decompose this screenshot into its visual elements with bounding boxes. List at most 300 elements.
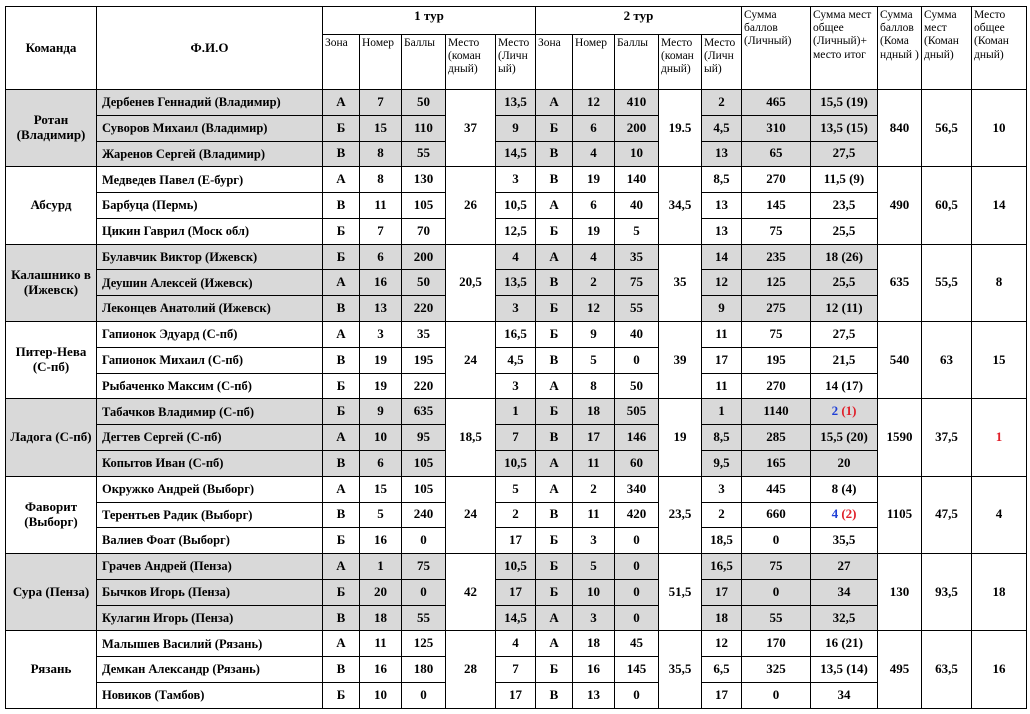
t2-points: 146 <box>615 425 659 451</box>
sum-places-team: 56,5 <box>922 90 972 167</box>
t1-points: 105 <box>402 193 446 219</box>
t2-zone: Б <box>536 322 573 348</box>
t1-points: 200 <box>402 244 446 270</box>
sum-points-personal: 145 <box>742 193 811 219</box>
sum-places-total: 13,5 (14) <box>811 657 878 683</box>
table-row <box>6 682 1027 708</box>
t1-zone: А <box>323 270 360 296</box>
t1-points: 130 <box>402 167 446 193</box>
t1-personal-place: 2 <box>496 502 536 528</box>
header-tour-1: 1 тур <box>323 7 536 35</box>
sum-places-team: 63,5 <box>922 631 972 709</box>
table-row <box>6 141 1027 167</box>
sum-points-team: 840 <box>878 90 922 167</box>
t2-number: 19 <box>573 218 615 244</box>
t2-number: 11 <box>573 450 615 476</box>
t2-zone: А <box>536 476 573 502</box>
t2-points: 0 <box>615 528 659 554</box>
place-overall: 8 <box>972 244 1027 321</box>
t1-zone: В <box>323 605 360 631</box>
player-name: Валиев Фоат (Выборг) <box>97 528 323 554</box>
sum-places-total: 18 (26) <box>811 244 878 270</box>
t1-number: 8 <box>360 141 402 167</box>
t1-number: 7 <box>360 218 402 244</box>
sum-places-total <box>811 502 878 528</box>
sum-points-personal: 270 <box>742 373 811 399</box>
t1-number: 16 <box>360 270 402 296</box>
t1-number: 7 <box>360 90 402 116</box>
table-row <box>6 605 1027 631</box>
t1-points: 105 <box>402 450 446 476</box>
table-row <box>6 579 1027 605</box>
t2-zone: В <box>536 270 573 296</box>
sum-points-personal: 195 <box>742 347 811 373</box>
t1-personal-place: 14,5 <box>496 141 536 167</box>
player-name: Бычков Игорь (Пенза) <box>97 579 323 605</box>
t2-team-place: 35 <box>659 244 702 321</box>
t2-number: 12 <box>573 90 615 116</box>
sum-points-personal: 125 <box>742 270 811 296</box>
t2-zone: В <box>536 167 573 193</box>
t1-zone: Б <box>323 115 360 141</box>
sum-points-personal: 1140 <box>742 399 811 425</box>
sum-points-personal: 0 <box>742 528 811 554</box>
header-t2-personal-place: Место (Личн ый) <box>702 35 742 90</box>
t1-number: 10 <box>360 682 402 708</box>
t1-personal-place: 4,5 <box>496 347 536 373</box>
t1-personal-place: 16,5 <box>496 322 536 348</box>
t2-points: 35 <box>615 244 659 270</box>
t2-points: 0 <box>615 605 659 631</box>
t2-zone: В <box>536 682 573 708</box>
table-row <box>6 450 1027 476</box>
sum-points-personal: 75 <box>742 218 811 244</box>
t2-points: 140 <box>615 167 659 193</box>
place-overall: 16 <box>972 631 1027 709</box>
t1-number: 3 <box>360 322 402 348</box>
t1-zone: А <box>323 554 360 580</box>
sum-points-personal: 310 <box>742 115 811 141</box>
t2-zone: Б <box>536 528 573 554</box>
t1-personal-place: 4 <box>496 631 536 657</box>
table-row <box>6 244 1027 270</box>
t2-points: 75 <box>615 270 659 296</box>
sum-places-total: 8 (4) <box>811 476 878 502</box>
t1-zone: Б <box>323 244 360 270</box>
header-t2-team-place: Место (коман дный) <box>659 35 702 90</box>
t1-number: 16 <box>360 528 402 554</box>
sum-places-total: 27,5 <box>811 322 878 348</box>
t2-personal-place: 12 <box>702 631 742 657</box>
sum-points-team: 540 <box>878 322 922 399</box>
t2-team-place: 19 <box>659 399 702 476</box>
t2-team-place: 34,5 <box>659 167 702 244</box>
team-name: Ротан (Владимир) <box>6 90 97 167</box>
t2-zone: Б <box>536 579 573 605</box>
t2-zone: А <box>536 193 573 219</box>
sum-places-value: 2 <box>831 403 839 419</box>
table-row <box>6 528 1027 554</box>
t2-personal-place: 9,5 <box>702 450 742 476</box>
sum-places-rank: (1) <box>841 403 857 419</box>
t2-zone: А <box>536 631 573 657</box>
t2-personal-place: 11 <box>702 322 742 348</box>
t1-team-place: 18,5 <box>446 399 496 476</box>
t2-points: 45 <box>615 631 659 657</box>
t1-zone: А <box>323 167 360 193</box>
place-overall: 15 <box>972 322 1027 399</box>
t1-number: 19 <box>360 347 402 373</box>
t2-zone: А <box>536 244 573 270</box>
t1-points: 220 <box>402 296 446 322</box>
sum-places-total: 23,5 <box>811 193 878 219</box>
sum-places-total: 25,5 <box>811 218 878 244</box>
sum-points-personal: 75 <box>742 554 811 580</box>
team-name: Рязань <box>6 631 97 709</box>
sum-places-total: 35,5 <box>811 528 878 554</box>
t2-number: 17 <box>573 425 615 451</box>
table-row <box>6 270 1027 296</box>
t1-number: 6 <box>360 450 402 476</box>
sum-points-personal: 165 <box>742 450 811 476</box>
header-sum-points-team: Сумма баллов (Кома ндный ) <box>878 7 922 90</box>
t1-zone: В <box>323 193 360 219</box>
t1-points: 635 <box>402 399 446 425</box>
sum-places-total: 32,5 <box>811 605 878 631</box>
header-t2-points: Баллы <box>615 35 659 90</box>
table-row <box>6 218 1027 244</box>
t1-personal-place: 7 <box>496 657 536 683</box>
player-name: Грачев Андрей (Пенза) <box>97 554 323 580</box>
header-sum-places-team: Сумма мест (Коман дный) <box>922 7 972 90</box>
player-name: Кулагин Игорь (Пенза) <box>97 605 323 631</box>
table-row <box>6 167 1027 193</box>
sum-points-team: 1105 <box>878 476 922 553</box>
sum-points-team: 1590 <box>878 399 922 476</box>
table-row <box>6 657 1027 683</box>
t2-zone: В <box>536 347 573 373</box>
t1-zone: А <box>323 631 360 657</box>
t1-number: 5 <box>360 502 402 528</box>
player-name: Демкан Александр (Рязань) <box>97 657 323 683</box>
sum-places-rank: (2) <box>841 506 857 522</box>
table-row <box>6 115 1027 141</box>
sum-points-team: 490 <box>878 167 922 244</box>
sum-points-personal: 445 <box>742 476 811 502</box>
t1-team-place: 26 <box>446 167 496 244</box>
t1-points: 195 <box>402 347 446 373</box>
t2-number: 5 <box>573 554 615 580</box>
player-name: Дегтев Сергей (С-пб) <box>97 425 323 451</box>
t1-points: 0 <box>402 528 446 554</box>
t1-zone: Б <box>323 682 360 708</box>
t2-zone: В <box>536 502 573 528</box>
t2-team-place: 39 <box>659 322 702 399</box>
t2-points: 410 <box>615 90 659 116</box>
t1-number: 15 <box>360 476 402 502</box>
t1-points: 50 <box>402 90 446 116</box>
t2-number: 18 <box>573 631 615 657</box>
t1-number: 13 <box>360 296 402 322</box>
t1-points: 105 <box>402 476 446 502</box>
t2-number: 19 <box>573 167 615 193</box>
t1-points: 125 <box>402 631 446 657</box>
results-table <box>5 6 1027 709</box>
t1-zone: А <box>323 90 360 116</box>
sum-points-personal: 285 <box>742 425 811 451</box>
t2-points: 0 <box>615 554 659 580</box>
header-t1-points: Баллы <box>402 35 446 90</box>
header-fio: Ф.И.О <box>97 7 323 90</box>
player-name: Новиков (Тамбов) <box>97 682 323 708</box>
t2-points: 5 <box>615 218 659 244</box>
t1-zone: Б <box>323 373 360 399</box>
sum-places-total: 13,5 (15) <box>811 115 878 141</box>
header-sum-points-personal: Сумма баллов (Личный) <box>742 7 811 90</box>
sum-places-total: 20 <box>811 450 878 476</box>
t1-personal-place: 17 <box>496 579 536 605</box>
t1-number: 8 <box>360 167 402 193</box>
t2-personal-place: 8,5 <box>702 425 742 451</box>
t1-points: 110 <box>402 115 446 141</box>
t1-personal-place: 10,5 <box>496 554 536 580</box>
sum-points-personal: 325 <box>742 657 811 683</box>
sum-places-total: 16 (21) <box>811 631 878 657</box>
player-name: Терентьев Радик (Выборг) <box>97 502 323 528</box>
t1-zone: В <box>323 450 360 476</box>
sum-points-personal: 0 <box>742 682 811 708</box>
t2-zone: Б <box>536 296 573 322</box>
player-name: Цикин Гаврил (Моск обл) <box>97 218 323 244</box>
t1-zone: В <box>323 296 360 322</box>
t2-personal-place: 14 <box>702 244 742 270</box>
t1-personal-place: 7 <box>496 425 536 451</box>
t2-personal-place: 12 <box>702 270 742 296</box>
t2-personal-place: 6,5 <box>702 657 742 683</box>
t1-personal-place: 13,5 <box>496 90 536 116</box>
t1-points: 55 <box>402 605 446 631</box>
sum-points-personal: 270 <box>742 167 811 193</box>
t2-personal-place: 13 <box>702 193 742 219</box>
sum-points-personal: 660 <box>742 502 811 528</box>
t1-team-place: 37 <box>446 90 496 167</box>
t2-personal-place: 13 <box>702 218 742 244</box>
team-name: Сура (Пенза) <box>6 554 97 631</box>
sum-places-total: 12 (11) <box>811 296 878 322</box>
sum-places-total: 15,5 (19) <box>811 90 878 116</box>
t1-team-place: 28 <box>446 631 496 709</box>
t1-zone: А <box>323 425 360 451</box>
t2-points: 420 <box>615 502 659 528</box>
t1-personal-place: 12,5 <box>496 218 536 244</box>
place-overall: 10 <box>972 90 1027 167</box>
sum-points-personal: 465 <box>742 90 811 116</box>
t2-points: 50 <box>615 373 659 399</box>
t2-personal-place: 11 <box>702 373 742 399</box>
t1-number: 16 <box>360 657 402 683</box>
t2-personal-place: 17 <box>702 347 742 373</box>
t2-personal-place: 9 <box>702 296 742 322</box>
header-t2-zone: Зона <box>536 35 573 90</box>
sum-points-team: 635 <box>878 244 922 321</box>
t1-number: 18 <box>360 605 402 631</box>
t1-points: 75 <box>402 554 446 580</box>
t2-number: 5 <box>573 347 615 373</box>
t1-zone: В <box>323 141 360 167</box>
sum-places-total: 15,5 (20) <box>811 425 878 451</box>
sum-places-team: 47,5 <box>922 476 972 553</box>
header-tour-2: 2 тур <box>536 7 742 35</box>
sum-places-team: 60,5 <box>922 167 972 244</box>
t1-number: 6 <box>360 244 402 270</box>
t1-personal-place: 13,5 <box>496 270 536 296</box>
player-name: Копытов Иван (С-пб) <box>97 450 323 476</box>
t2-points: 505 <box>615 399 659 425</box>
sum-points-personal: 235 <box>742 244 811 270</box>
team-name: Ладога (С-пб) <box>6 399 97 476</box>
team-name: Абсурд <box>6 167 97 244</box>
table-row <box>6 554 1027 580</box>
sum-places-value: 4 <box>831 506 839 522</box>
t2-personal-place: 17 <box>702 579 742 605</box>
place-overall: 4 <box>972 476 1027 553</box>
t2-number: 3 <box>573 605 615 631</box>
t1-personal-place: 5 <box>496 476 536 502</box>
t1-personal-place: 14,5 <box>496 605 536 631</box>
t2-team-place: 19.5 <box>659 90 702 167</box>
t2-points: 0 <box>615 579 659 605</box>
t1-zone: Б <box>323 579 360 605</box>
t2-number: 2 <box>573 270 615 296</box>
player-name: Табачков Владимир (С-пб) <box>97 399 323 425</box>
header-t2-number: Номер <box>573 35 615 90</box>
t2-points: 10 <box>615 141 659 167</box>
t2-personal-place: 1 <box>702 399 742 425</box>
table-row <box>6 399 1027 425</box>
t1-personal-place: 3 <box>496 296 536 322</box>
sum-places-total: 34 <box>811 579 878 605</box>
t2-points: 55 <box>615 296 659 322</box>
table-row <box>6 631 1027 657</box>
t1-personal-place: 17 <box>496 528 536 554</box>
t1-personal-place: 9 <box>496 115 536 141</box>
t1-number: 1 <box>360 554 402 580</box>
sum-points-personal: 170 <box>742 631 811 657</box>
place-overall: 18 <box>972 554 1027 631</box>
sum-places-team: 37,5 <box>922 399 972 476</box>
t2-team-place: 51,5 <box>659 554 702 631</box>
t1-team-place: 20,5 <box>446 244 496 321</box>
t2-number: 8 <box>573 373 615 399</box>
t2-points: 40 <box>615 322 659 348</box>
sum-places-total: 34 <box>811 682 878 708</box>
team-name: Калашнико в (Ижевск) <box>6 244 97 321</box>
t2-number: 12 <box>573 296 615 322</box>
header-t1-personal-place: Место (Личн ый) <box>496 35 536 90</box>
t1-number: 10 <box>360 425 402 451</box>
t2-points: 0 <box>615 347 659 373</box>
t2-number: 4 <box>573 141 615 167</box>
results-body <box>6 90 1027 709</box>
t2-personal-place: 13 <box>702 141 742 167</box>
sum-places-team: 63 <box>922 322 972 399</box>
t1-number: 20 <box>360 579 402 605</box>
t2-number: 9 <box>573 322 615 348</box>
t2-personal-place: 18,5 <box>702 528 742 554</box>
t2-team-place: 35,5 <box>659 631 702 709</box>
t1-zone: А <box>323 476 360 502</box>
t1-zone: Б <box>323 528 360 554</box>
t2-points: 0 <box>615 682 659 708</box>
t1-personal-place: 1 <box>496 399 536 425</box>
header-sum-places-total: Сумма мест общее (Личный)+ место итог <box>811 7 878 90</box>
t1-points: 35 <box>402 322 446 348</box>
t2-personal-place: 16,5 <box>702 554 742 580</box>
place-overall: 14 <box>972 167 1027 244</box>
t2-zone: В <box>536 141 573 167</box>
t2-zone: Б <box>536 218 573 244</box>
sum-points-personal: 55 <box>742 605 811 631</box>
t2-personal-place: 17 <box>702 682 742 708</box>
t2-personal-place: 18 <box>702 605 742 631</box>
t1-points: 0 <box>402 682 446 708</box>
t1-personal-place: 17 <box>496 682 536 708</box>
t2-number: 18 <box>573 399 615 425</box>
header-place-overall: Место общее (Коман дный) <box>972 7 1027 90</box>
t1-zone: В <box>323 502 360 528</box>
player-name: Гапионок Михаил (С-пб) <box>97 347 323 373</box>
t2-points: 60 <box>615 450 659 476</box>
t2-zone: Б <box>536 657 573 683</box>
t1-number: 19 <box>360 373 402 399</box>
t2-number: 3 <box>573 528 615 554</box>
t2-zone: В <box>536 425 573 451</box>
t2-points: 340 <box>615 476 659 502</box>
t2-number: 13 <box>573 682 615 708</box>
t1-team-place: 24 <box>446 476 496 553</box>
player-name: Медведев Павел (Е-бург) <box>97 167 323 193</box>
sum-places-total: 27 <box>811 554 878 580</box>
sum-points-personal: 75 <box>742 322 811 348</box>
t1-personal-place: 3 <box>496 373 536 399</box>
player-name: Малышев Василий (Рязань) <box>97 631 323 657</box>
player-name: Дербенев Геннадий (Владимир) <box>97 90 323 116</box>
sum-places-team: 55,5 <box>922 244 972 321</box>
t2-zone: А <box>536 373 573 399</box>
t2-personal-place: 2 <box>702 502 742 528</box>
team-name: Фаворит (Выборг) <box>6 476 97 553</box>
t2-number: 11 <box>573 502 615 528</box>
table-row <box>6 193 1027 219</box>
sum-points-personal: 65 <box>742 141 811 167</box>
t1-personal-place: 10,5 <box>496 193 536 219</box>
header-t1-number: Номер <box>360 35 402 90</box>
player-name: Леконцев Анатолий (Ижевск) <box>97 296 323 322</box>
header-team: Команда <box>6 7 97 90</box>
t1-number: 11 <box>360 631 402 657</box>
sum-points-team: 495 <box>878 631 922 709</box>
sum-places-total: 21,5 <box>811 347 878 373</box>
t2-points: 145 <box>615 657 659 683</box>
table-row <box>6 373 1027 399</box>
t1-points: 50 <box>402 270 446 296</box>
t2-points: 40 <box>615 193 659 219</box>
t1-zone: Б <box>323 218 360 244</box>
t1-number: 9 <box>360 399 402 425</box>
header-t1-zone: Зона <box>323 35 360 90</box>
t1-zone: В <box>323 657 360 683</box>
t2-number: 4 <box>573 244 615 270</box>
